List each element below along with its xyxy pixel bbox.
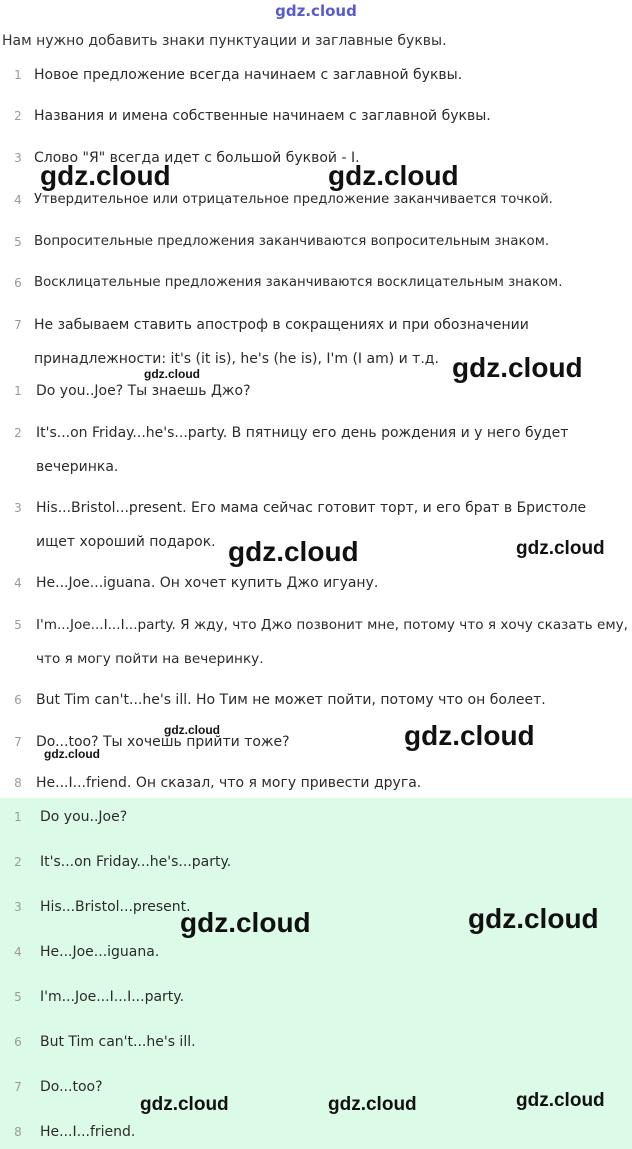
rule-number: 1: [14, 68, 22, 82]
watermark: gdz.cloud: [328, 1094, 417, 1115]
rule-number: 2: [14, 109, 22, 123]
translation-text: Do you..Joe? Ты знаешь Джо?: [36, 383, 251, 399]
watermark: gdz.cloud: [516, 538, 605, 559]
watermark: gdz.cloud: [452, 352, 583, 383]
translation-number: 4: [14, 576, 22, 590]
watermark: gdz.cloud: [180, 907, 311, 938]
translation-number: 5: [14, 618, 22, 632]
answer-number: 4: [14, 945, 22, 959]
answer-text: He...Joe...iguana.: [40, 944, 160, 960]
answer-number: 3: [14, 900, 22, 914]
rule-text: Слово "Я" всегда идет с большой буквой - I.: [34, 150, 360, 166]
watermark: gdz.cloud: [144, 367, 200, 381]
watermark: gdz.cloud: [228, 536, 359, 567]
translation-text: Do...too? Ты хочешь прийти тоже?: [36, 734, 290, 750]
rule-text: Утвердительное или отрицательное предложение заканчивается точкой.: [34, 192, 553, 207]
answer-number: 6: [14, 1035, 22, 1049]
translation-text: I'm...Joe...I...I...party. Я жду, что Джо позвонит мне, потому что я хочу сказать ему, что я могу пойти на вечеринку.: [36, 617, 628, 667]
watermark: gdz.cloud: [404, 720, 535, 751]
translation-text: It's...on Friday...he's...party. В пятницу его день рождения и у него будет вечеринка.: [36, 425, 569, 475]
rule-number: 7: [14, 318, 22, 332]
rule-text: Восклицательные предложения заканчиваются восклицательным знаком.: [34, 275, 563, 290]
answer-text: Do you..Joe?: [40, 809, 128, 825]
watermark: gdz.cloud: [140, 1094, 229, 1115]
answer-text: But Tim can't...he's ill.: [40, 1034, 196, 1050]
translation-text: He...Joe...iguana. Он хочет купить Джо игуану.: [36, 575, 379, 591]
rule-number: 3: [14, 151, 22, 165]
translation-number: 1: [14, 384, 22, 398]
watermark: gdz.cloud: [40, 160, 171, 191]
translation-text: His...Bristol...present. Его мама сейчас готовит торт, и его брат в Бристоле ищет хороший подарок.: [36, 500, 587, 550]
rule-text: Не забываем ставить апостроф в сокращениях и при обозначении принадлежности: it's (it is), he's (he is), I'm (I am) и т.д.: [34, 317, 529, 367]
site-header-logo: gdz.cloud: [275, 2, 357, 20]
rule-text: Новое предложение всегда начинаем с заглавной буквы.: [34, 67, 463, 83]
translation-number: 2: [14, 426, 22, 440]
translation-text: But Tim can't...he's ill. Но Тим не может пойти, потому что он болеет.: [36, 692, 546, 708]
watermark: gdz.cloud: [516, 1090, 605, 1111]
answer-text: I'm...Joe...I...I...party.: [40, 989, 185, 1005]
rule-text: Вопросительные предложения заканчиваются вопросительным знаком.: [34, 234, 550, 249]
rule-number: 4: [14, 193, 22, 207]
rule-number: 5: [14, 235, 22, 249]
answer-text: It's...on Friday...he's...party.: [40, 854, 232, 870]
translation-number: 3: [14, 501, 22, 515]
answer-number: 7: [14, 1080, 22, 1094]
answer-text: He...I...friend.: [40, 1124, 136, 1140]
translation-number: 8: [14, 776, 22, 790]
watermark: gdz.cloud: [164, 723, 220, 737]
answer-text: Do...too?: [40, 1079, 103, 1095]
answer-number: 2: [14, 855, 22, 869]
rule-number: 6: [14, 276, 22, 290]
answer-number: 1: [14, 810, 22, 824]
watermark: gdz.cloud: [44, 747, 100, 761]
watermark: gdz.cloud: [328, 160, 459, 191]
intro-text: Нам нужно добавить знаки пунктуации и заглавные буквы.: [2, 33, 447, 49]
answer-number: 5: [14, 990, 22, 1004]
answer-text: His...Bristol...present.: [40, 899, 191, 915]
translation-text: He...I...friend. Он сказал, что я могу привести друга.: [36, 775, 422, 791]
watermark: gdz.cloud: [468, 903, 599, 934]
translation-number: 6: [14, 693, 22, 707]
answer-number: 8: [14, 1125, 22, 1139]
rule-text: Названия и имена собственные начинаем с заглавной буквы.: [34, 108, 491, 124]
translation-number: 7: [14, 735, 22, 749]
